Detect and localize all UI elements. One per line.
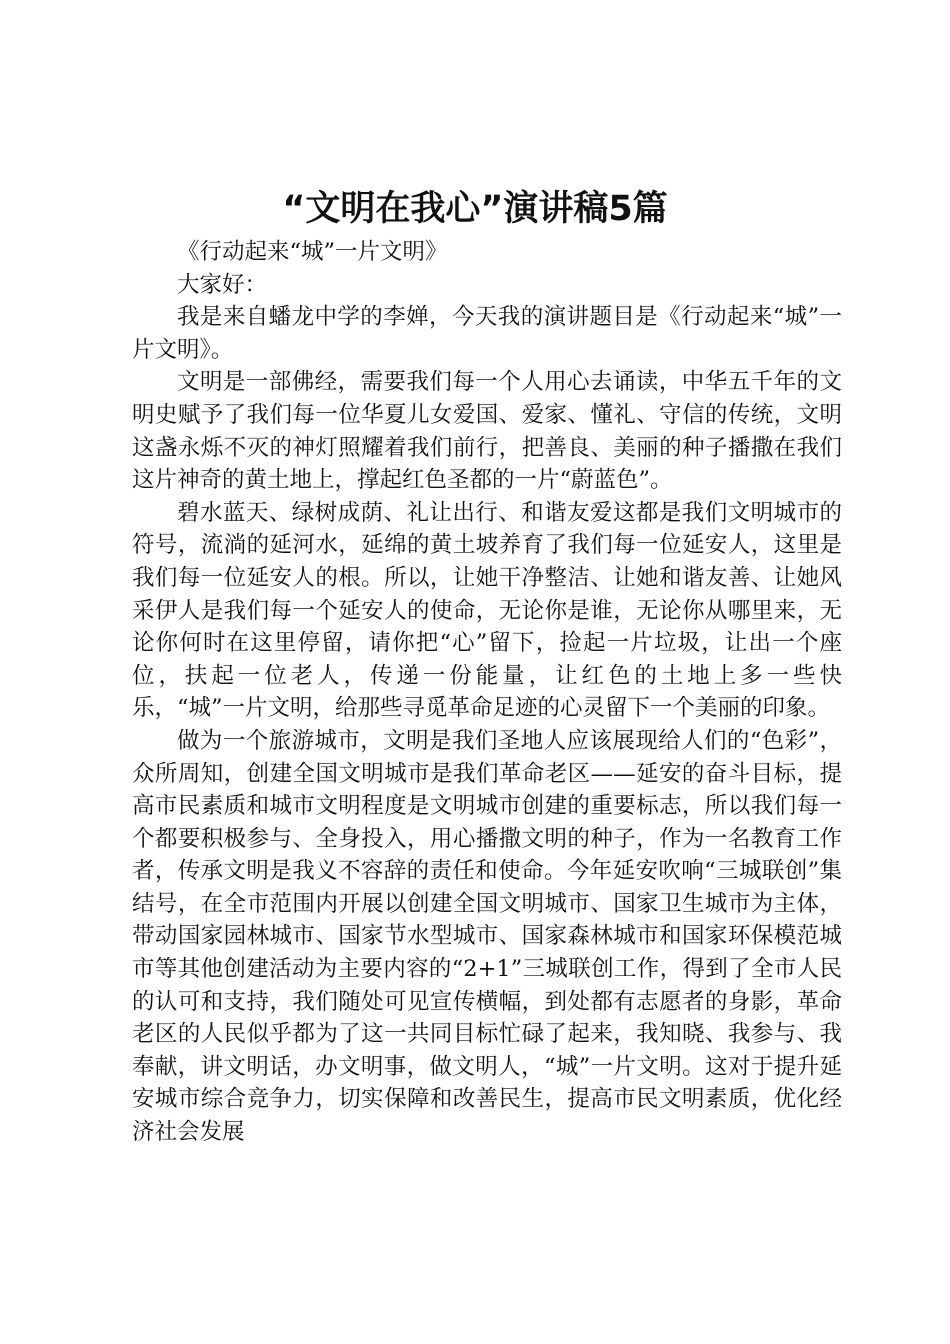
document-title: “文明在我心”演讲稿5篇	[282, 189, 668, 229]
paragraph-city-symbols: 碧水蓝天、绿树成荫、礼让出行、和谐友爱这都是我们文明城市的符号，流淌的延河水，延绵的黄土坡养育了我们每一位延安人，这里是我们每一位延安人的根。所以，让她干净整洁、让她和谐友善、让她风采伊人是我们每一个延安人的使命，无论你是谁，无论你从哪里来，无论你何时在这里停留，请你把“心”留下，捡起一片垃圾，让出一个座位，扶起一位老人，传递一份能量，让红色的土地上多一些快乐，“城”一片文明，给那些寻觅革命足迹的心灵留下一个美丽的印象。	[132, 499, 842, 722]
paragraph-greeting: 大家好：	[177, 271, 268, 298]
paragraph-tourism-city: 做为一个旅游城市，文明是我们圣地人应该展现给人们的“色彩”，众所周知，创建全国文明城市是我们革命老区——延安的奋斗目标，提高市民素质和城市文明程度是文明城市创建的重要标志，所以我们每一个都要积极参与、全身投入，用心播撒文明的种子，作为一名教育工作者，传承文明是我义不容辞的责任和使命。今年延安吹响“三城联创”集结号，在全市范围内开展以创建全国文明城市、国家卫生城市为主体，带动国家园林城市、国家节水型城市、国家森林城市和国家环保模范城市等其他创建活动为主要内容的“2+1”三城联创工作，得到了全市人民的认可和支持，我们随处可见宣传横幅，到处都有志愿者的身影，革命老区的人民似乎都为了这一共同目标忙碌了起来，我知晓、我参与、我奉献，讲文明话，办文明事，做文明人，“城”一片文明。这对于提升延安城市综合竞争力，切实保障和改善民生，提高市民文明素质，优化经济社会发展	[132, 727, 842, 1146]
paragraph-subtitle: 《行动起来“城”一片文明》	[177, 239, 448, 265]
paragraph-introduction: 我是来自蟠龙中学的李婵，今天我的演讲题目是《行动起来“城”一片文明》。	[132, 304, 842, 363]
paragraph-civilization: 文明是一部佛经，需要我们每一个人用心去诵读，中华五千年的文明史赋予了我们每一位华夏儿女爱国、爱家、懂礼、守信的传统，文明这盏永烁不灭的神灯照耀着我们前行，把善良、美丽的种子播撒在我们这片神奇的黄土地上，撑起红色圣都的一片“蔚蓝色”。	[132, 369, 842, 494]
document-body	[132, 236, 842, 1149]
